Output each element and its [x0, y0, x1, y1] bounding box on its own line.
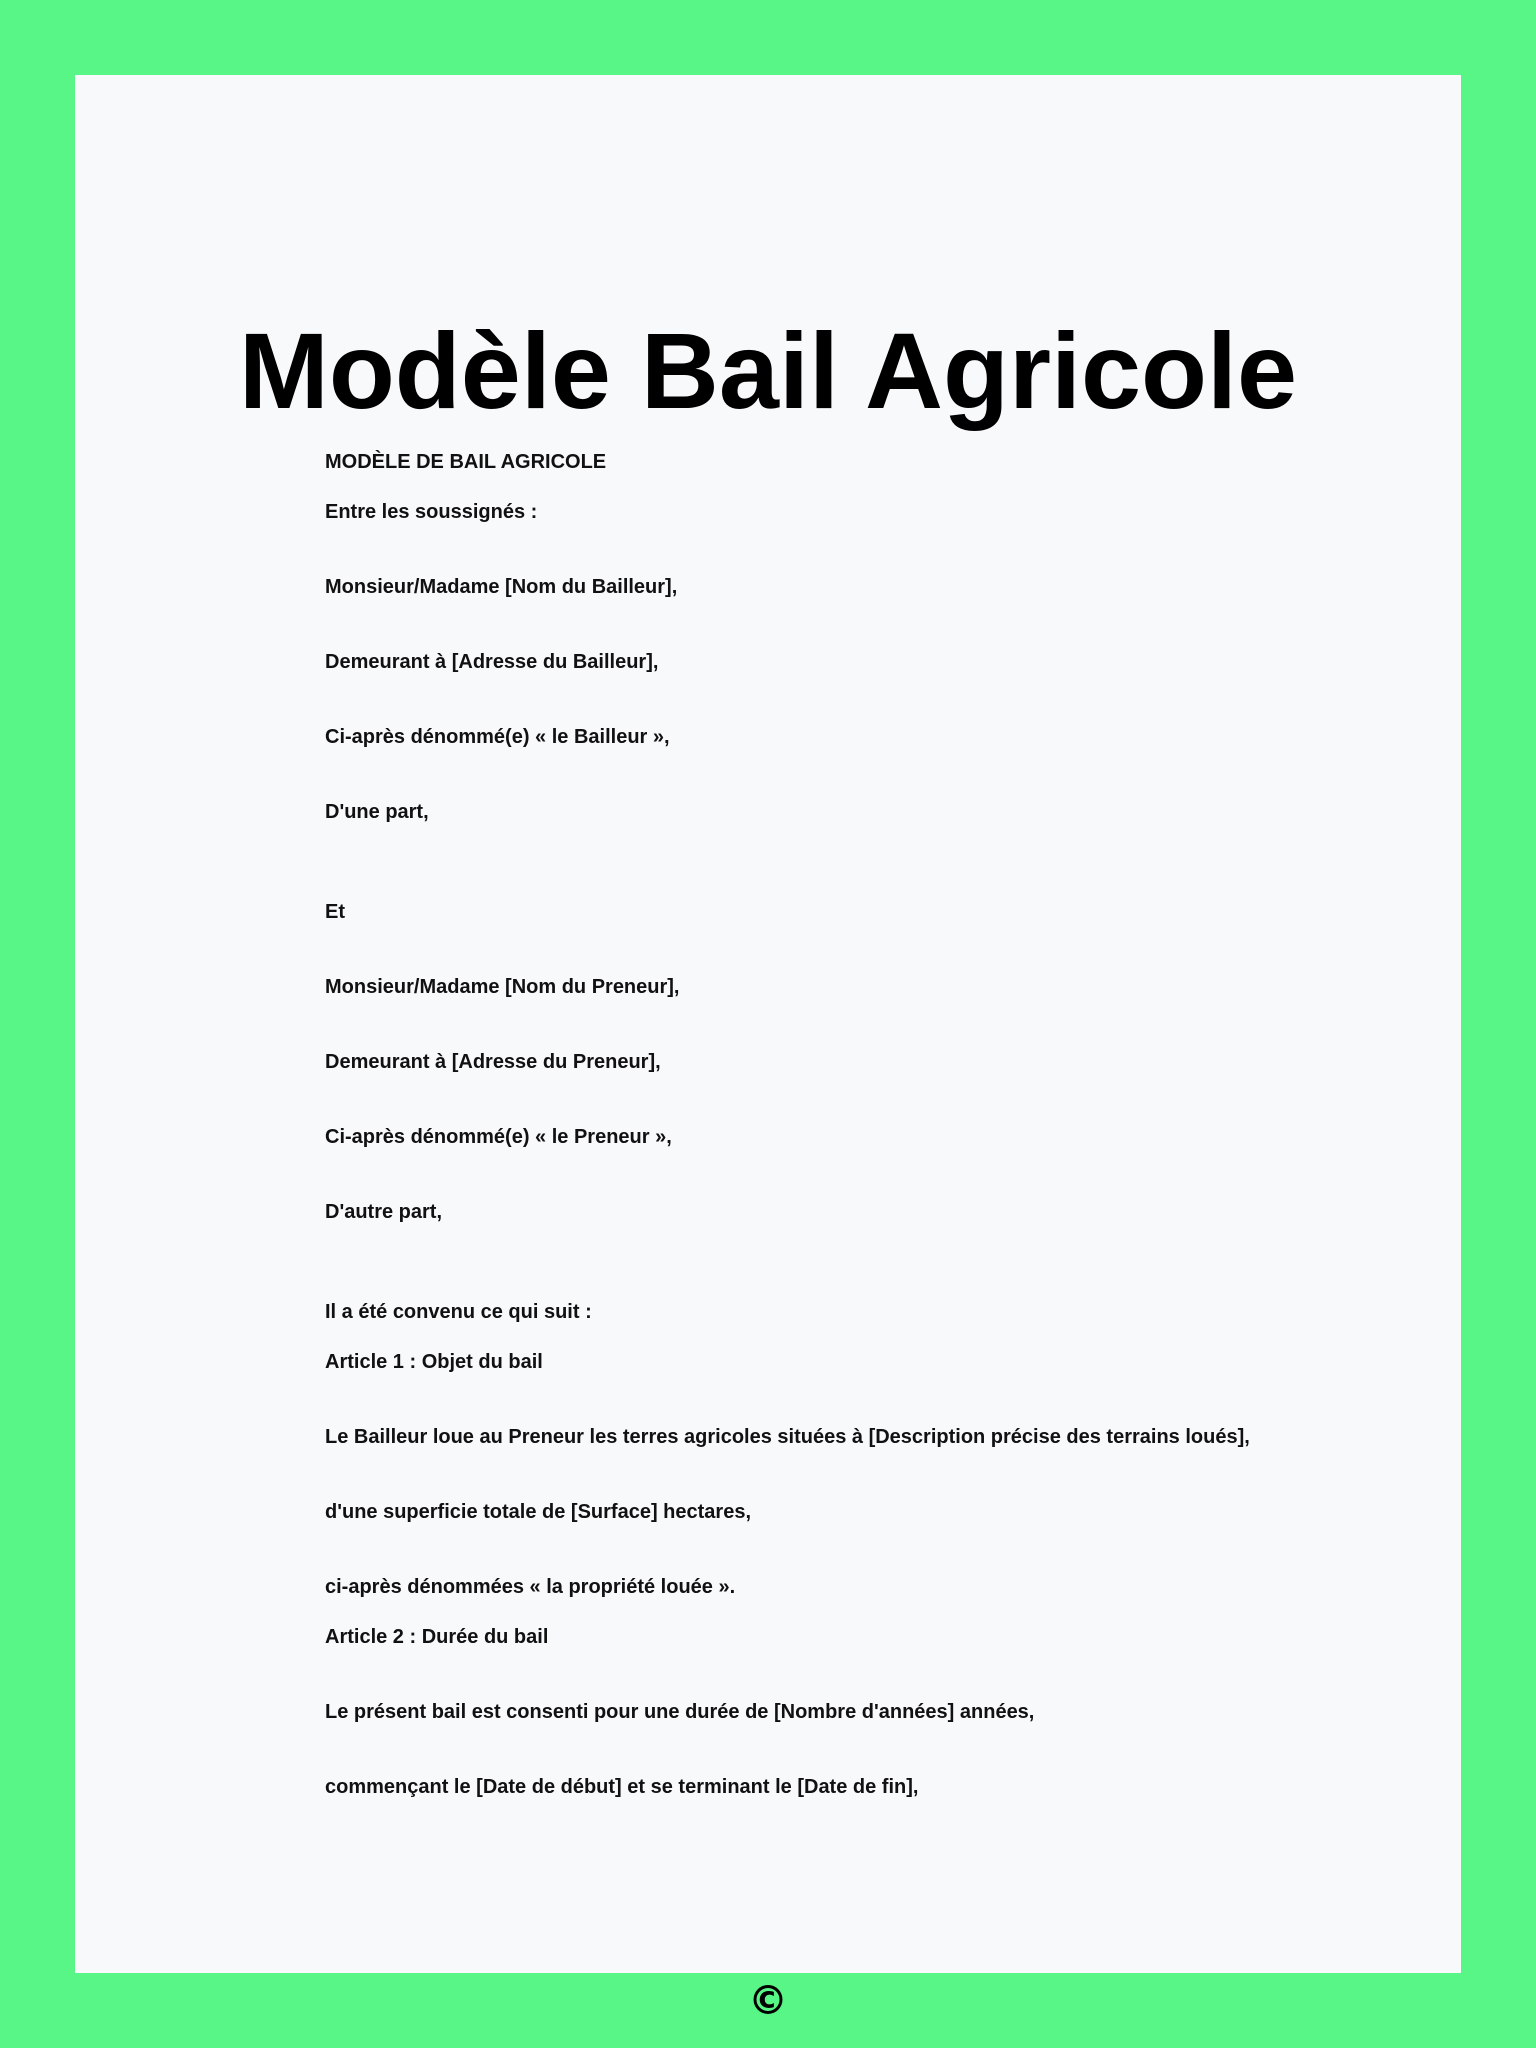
document-line: commençant le [Date de début] et se terminant le [Date de fin], [325, 1776, 919, 1798]
document-line: Monsieur/Madame [Nom du Preneur], [325, 976, 680, 998]
document-line: Le Bailleur loue au Preneur les terres agricoles situées à [Description précise des terrains loués], [325, 1426, 1250, 1448]
copyright-icon: © [748, 1978, 788, 2024]
document-line: D'une part, [325, 801, 429, 823]
document-line: d'une superficie totale de [Surface] hectares, [325, 1501, 751, 1523]
document-line: D'autre part, [325, 1201, 443, 1223]
article-heading: Article 1 : Objet du bail [325, 1351, 543, 1373]
document-line: Et [325, 901, 345, 923]
document-page [75, 75, 1461, 2024]
document-line: Ci-après dénommé(e) « le Bailleur », [325, 726, 670, 748]
document-line: ci-après dénommées « la propriété louée ». [325, 1576, 736, 1598]
document-heading: MODÈLE DE BAIL AGRICOLE [325, 451, 607, 473]
document-line: Demeurant à [Adresse du Preneur], [325, 1051, 661, 1073]
document-line: Il a été convenu ce qui suit : [325, 1301, 592, 1323]
document-line: Monsieur/Madame [Nom du Bailleur], [325, 576, 678, 598]
document-title: Modèle Bail Agricole [238, 310, 1298, 431]
document-line: Le présent bail est consenti pour une durée de [Nombre d'années] années, [325, 1701, 1035, 1723]
article-heading: Article 2 : Durée du bail [325, 1626, 549, 1648]
document-line: Ci-après dénommé(e) « le Preneur », [325, 1126, 672, 1148]
document-line: Demeurant à [Adresse du Bailleur], [325, 651, 659, 673]
document-line: Entre les soussignés : [325, 501, 538, 523]
